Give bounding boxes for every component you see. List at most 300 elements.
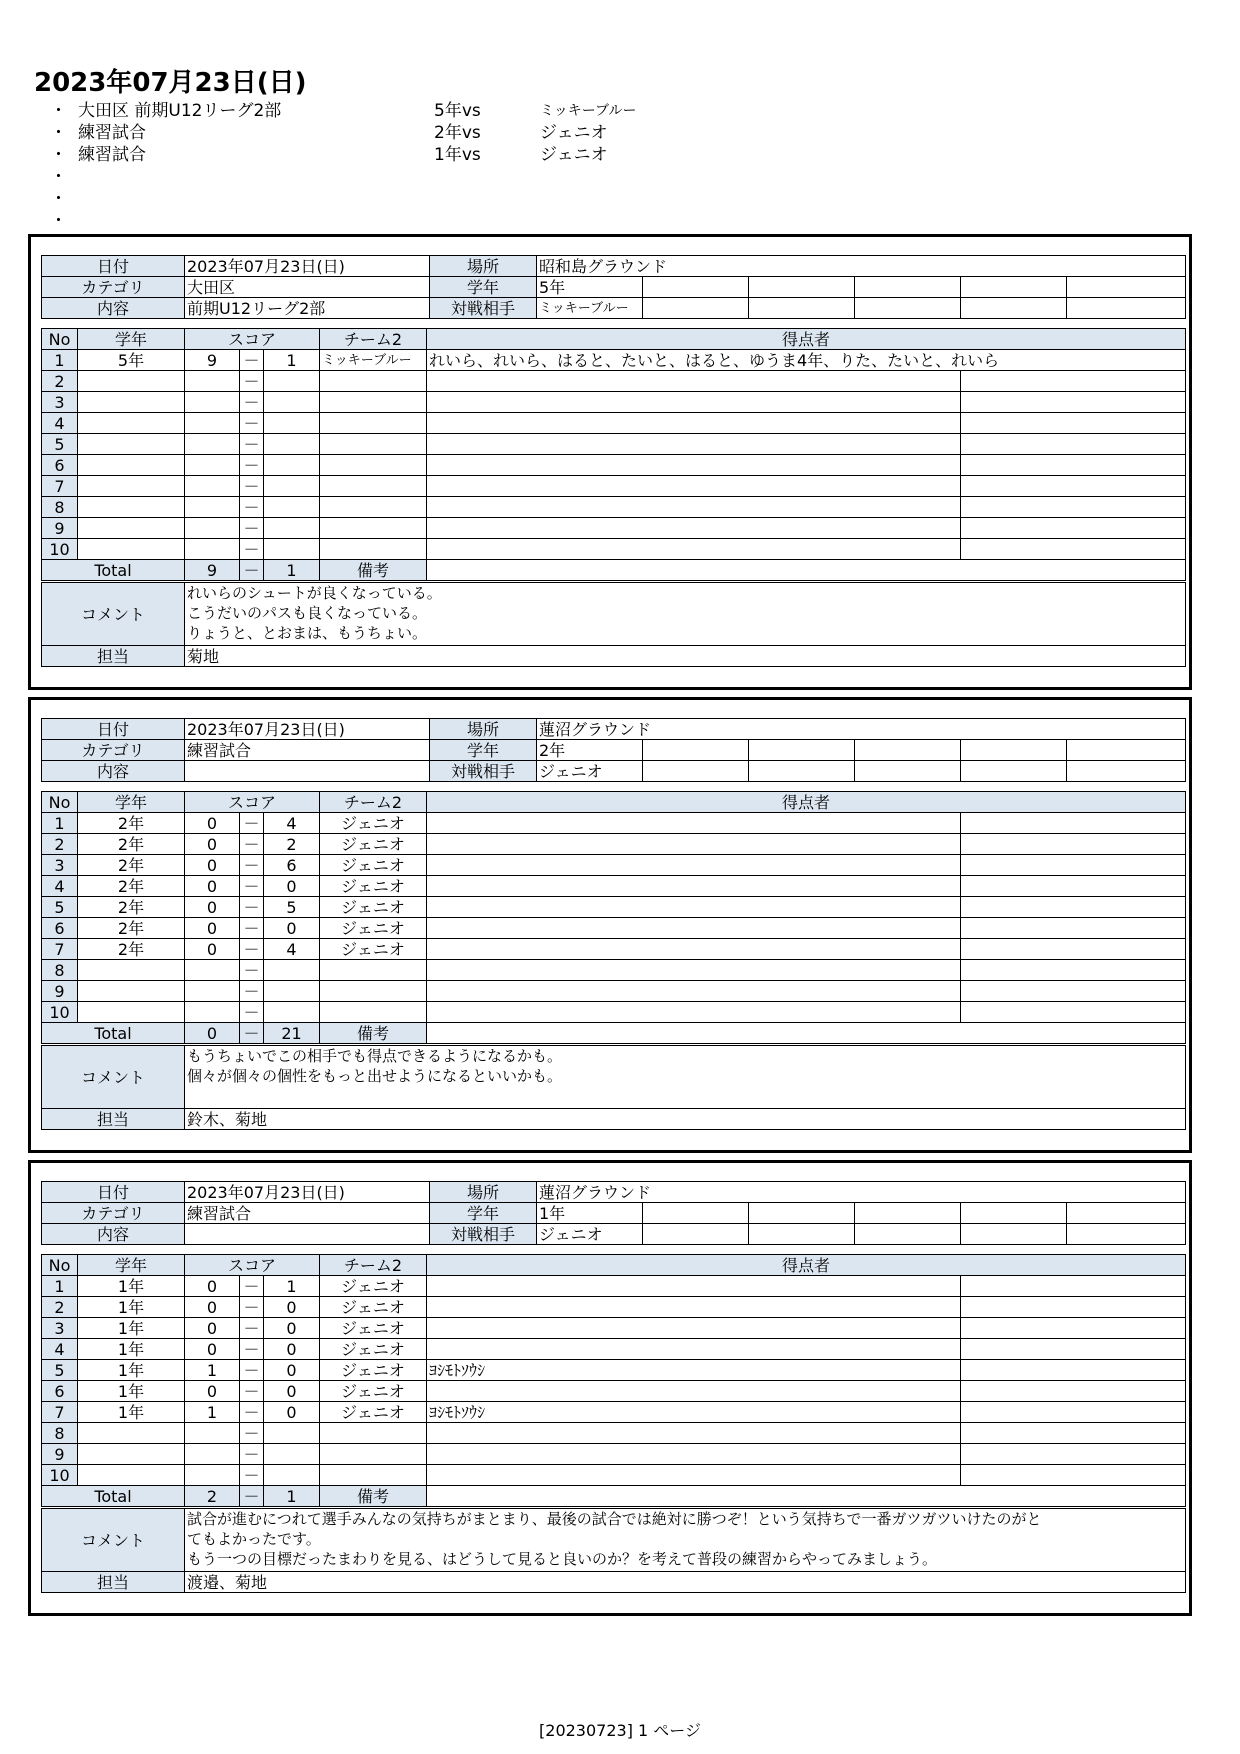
summary-opponent: ミッキーブルー xyxy=(540,103,637,119)
row-number: 10 xyxy=(42,539,78,560)
summary-grade: 1年vs xyxy=(434,145,481,165)
total-label: Total xyxy=(42,1023,185,1044)
staff-value: 菊地 xyxy=(185,646,1186,667)
remarks-label: 備考 xyxy=(320,1486,427,1507)
row-number: 2 xyxy=(42,834,78,855)
row-score-own xyxy=(185,476,240,497)
grade-header: 学年 xyxy=(78,1255,185,1276)
table-row xyxy=(42,455,1186,476)
row-number: 4 xyxy=(42,413,78,434)
summary-list xyxy=(50,100,750,232)
row-score-opp: 6 xyxy=(264,855,320,876)
category-value: 練習試合 xyxy=(185,740,430,761)
row-grade xyxy=(78,1444,185,1465)
row-grade xyxy=(78,1465,185,1486)
score-dash: － xyxy=(240,1381,264,1402)
row-scorers xyxy=(427,897,961,918)
row-scorers xyxy=(427,539,961,560)
row-grade: 2年 xyxy=(78,876,185,897)
row-team2 xyxy=(320,1423,427,1444)
table-row xyxy=(42,518,1186,539)
row-score-opp xyxy=(264,518,320,539)
blank-cell xyxy=(1067,1224,1186,1245)
table-row xyxy=(42,539,1186,560)
scorers-header: 得点者 xyxy=(427,1255,1186,1276)
match-info-table xyxy=(41,718,1186,782)
summary-category: 練習試合 xyxy=(78,123,146,143)
table-row xyxy=(42,981,1186,1002)
score-dash: － xyxy=(240,876,264,897)
score-dash: － xyxy=(240,392,264,413)
grade-label: 学年 xyxy=(430,1203,537,1224)
row-scorers xyxy=(427,855,961,876)
row-scorers xyxy=(427,455,961,476)
row-grade xyxy=(78,476,185,497)
score-dash: － xyxy=(240,1444,264,1465)
category-label: カテゴリ xyxy=(42,1203,185,1224)
score-dash: － xyxy=(240,1486,264,1507)
row-score-opp xyxy=(264,392,320,413)
blank-cell xyxy=(961,1423,1186,1444)
row-grade: 1年 xyxy=(78,1276,185,1297)
row-scorers xyxy=(427,1318,961,1339)
table-row xyxy=(42,434,1186,455)
comment-line: こうだいのパスも良くなっている。 xyxy=(187,604,428,622)
table-row xyxy=(42,497,1186,518)
blank-cell xyxy=(961,939,1186,960)
blank-cell xyxy=(961,298,1067,319)
row-grade xyxy=(78,1423,185,1444)
opponent-value: ジェニオ xyxy=(537,1224,643,1245)
staff-label: 担当 xyxy=(42,646,185,667)
row-team2: ジェニオ xyxy=(320,1339,427,1360)
row-team2 xyxy=(320,371,427,392)
blank-cell xyxy=(643,277,749,298)
blank-cell xyxy=(961,1381,1186,1402)
comment-table xyxy=(41,1045,1186,1130)
row-number: 10 xyxy=(42,1002,78,1023)
row-team2: ミッキーブルー xyxy=(320,350,427,371)
score-dash: － xyxy=(240,1002,264,1023)
match-info-table xyxy=(41,255,1186,319)
blank-cell xyxy=(961,740,1067,761)
row-number: 5 xyxy=(42,897,78,918)
row-score-opp xyxy=(264,455,320,476)
grade-value: 5年 xyxy=(537,277,643,298)
row-score-own: 9 xyxy=(185,350,240,371)
row-grade xyxy=(78,518,185,539)
row-score-own: 1 xyxy=(185,1360,240,1381)
category-label: カテゴリ xyxy=(42,277,185,298)
score-dash: － xyxy=(240,539,264,560)
score-dash: － xyxy=(240,371,264,392)
comment-table xyxy=(41,1508,1186,1593)
scorers-header: 得点者 xyxy=(427,792,1186,813)
comment-label: コメント xyxy=(42,583,185,646)
row-grade xyxy=(78,1002,185,1023)
summary-item xyxy=(50,100,750,122)
place-value: 蓮沼グラウンド xyxy=(537,1182,1186,1203)
row-number: 9 xyxy=(42,981,78,1002)
blank-cell xyxy=(749,1203,855,1224)
blank-cell xyxy=(961,277,1067,298)
blank-cell xyxy=(961,1339,1186,1360)
row-team2 xyxy=(320,1465,427,1486)
score-dash: － xyxy=(240,518,264,539)
score-table xyxy=(41,1254,1186,1507)
blank-cell xyxy=(855,740,961,761)
score-dash: － xyxy=(240,434,264,455)
blank-cell xyxy=(961,1444,1186,1465)
summary-item xyxy=(50,188,750,210)
score-dash: － xyxy=(240,1318,264,1339)
row-team2: ジェニオ xyxy=(320,834,427,855)
row-score-own: 0 xyxy=(185,1381,240,1402)
row-number: 8 xyxy=(42,497,78,518)
blank-cell xyxy=(961,1276,1186,1297)
row-number: 9 xyxy=(42,518,78,539)
row-score-own: 0 xyxy=(185,1297,240,1318)
match-info-table xyxy=(41,1181,1186,1245)
summary-category: 練習試合 xyxy=(78,145,146,165)
comment-label: コメント xyxy=(42,1509,185,1572)
row-number: 7 xyxy=(42,939,78,960)
score-dash: － xyxy=(240,1402,264,1423)
table-row xyxy=(42,1276,1186,1297)
row-score-own xyxy=(185,455,240,476)
table-row xyxy=(42,1339,1186,1360)
score-dash: － xyxy=(240,1465,264,1486)
row-score-own xyxy=(185,413,240,434)
table-row xyxy=(42,1360,1186,1381)
row-team2: ジェニオ xyxy=(320,918,427,939)
comment-text xyxy=(185,1046,1186,1109)
row-score-opp: 0 xyxy=(264,1402,320,1423)
row-score-opp xyxy=(264,539,320,560)
row-team2: ジェニオ xyxy=(320,1297,427,1318)
table-row xyxy=(42,413,1186,434)
row-team2: ジェニオ xyxy=(320,1381,427,1402)
row-scorers xyxy=(427,960,961,981)
row-score-opp xyxy=(264,981,320,1002)
table-row xyxy=(42,1444,1186,1465)
row-team2 xyxy=(320,455,427,476)
row-score-own xyxy=(185,981,240,1002)
row-number: 7 xyxy=(42,1402,78,1423)
row-scorers xyxy=(427,939,961,960)
blank-cell xyxy=(961,855,1186,876)
content-label: 内容 xyxy=(42,1224,185,1245)
blank-cell xyxy=(855,1203,961,1224)
row-team2: ジェニオ xyxy=(320,855,427,876)
row-grade xyxy=(78,539,185,560)
row-number: 6 xyxy=(42,455,78,476)
row-number: 6 xyxy=(42,918,78,939)
row-number: 2 xyxy=(42,371,78,392)
table-row xyxy=(42,1423,1186,1444)
summary-opponent: ジェニオ xyxy=(540,145,608,165)
row-scorers xyxy=(427,981,961,1002)
summary-item xyxy=(50,210,750,232)
row-score-own: 0 xyxy=(185,834,240,855)
score-dash: － xyxy=(240,1360,264,1381)
score-header: スコア xyxy=(185,792,320,813)
row-score-own: 0 xyxy=(185,1339,240,1360)
table-row xyxy=(42,350,1186,371)
blank-cell xyxy=(961,897,1186,918)
table-row xyxy=(42,1465,1186,1486)
category-value: 練習試合 xyxy=(185,1203,430,1224)
row-number: 4 xyxy=(42,1339,78,1360)
total-opp: 21 xyxy=(264,1023,320,1044)
row-grade xyxy=(78,455,185,476)
row-score-own: 0 xyxy=(185,939,240,960)
content-label: 内容 xyxy=(42,298,185,319)
comment-line xyxy=(187,1086,1183,1106)
row-team2 xyxy=(320,497,427,518)
opponent-value: ミッキーブルー xyxy=(537,298,643,319)
row-score-opp xyxy=(264,1423,320,1444)
score-table xyxy=(41,791,1186,1044)
comment-label: コメント xyxy=(42,1046,185,1109)
remarks-value xyxy=(427,1023,1186,1044)
score-dash: － xyxy=(240,455,264,476)
blank-cell xyxy=(643,740,749,761)
score-dash: － xyxy=(240,981,264,1002)
total-label: Total xyxy=(42,1486,185,1507)
category-label: カテゴリ xyxy=(42,740,185,761)
comment-line: れいらのシュートが良くなっている。 xyxy=(187,584,442,602)
row-scorers xyxy=(427,1423,961,1444)
table-row xyxy=(42,813,1186,834)
comment-text xyxy=(185,1509,1186,1572)
blank-cell xyxy=(855,761,961,782)
remarks-label: 備考 xyxy=(320,560,427,581)
row-grade: 1年 xyxy=(78,1402,185,1423)
row-number: 3 xyxy=(42,1318,78,1339)
row-team2 xyxy=(320,981,427,1002)
comment-line: てもよかったです。 xyxy=(187,1530,321,1548)
row-score-opp: 4 xyxy=(264,813,320,834)
team2-header: チーム2 xyxy=(320,792,427,813)
row-score-opp: 0 xyxy=(264,1339,320,1360)
score-dash: － xyxy=(240,813,264,834)
blank-cell xyxy=(961,834,1186,855)
blank-cell xyxy=(1067,740,1186,761)
blank-cell xyxy=(749,740,855,761)
row-score-own xyxy=(185,539,240,560)
grade-label: 学年 xyxy=(430,277,537,298)
blank-cell xyxy=(961,497,1186,518)
date-label: 日付 xyxy=(42,256,185,277)
row-score-opp: 0 xyxy=(264,1297,320,1318)
blank-cell xyxy=(1067,277,1186,298)
row-scorers xyxy=(427,1002,961,1023)
staff-value: 渡邉、菊地 xyxy=(185,1572,1186,1593)
blank-cell xyxy=(643,298,749,319)
row-grade: 5年 xyxy=(78,350,185,371)
row-score-opp: 0 xyxy=(264,1360,320,1381)
table-row xyxy=(42,960,1186,981)
summary-item xyxy=(50,144,750,166)
team2-header: チーム2 xyxy=(320,329,427,350)
date-value: 2023年07月23日(日) xyxy=(185,719,430,740)
row-score-own xyxy=(185,1444,240,1465)
total-own: 9 xyxy=(185,560,240,581)
blank-cell xyxy=(1067,761,1186,782)
row-grade xyxy=(78,392,185,413)
place-label: 場所 xyxy=(430,1182,537,1203)
match-report-section xyxy=(28,234,1192,690)
row-score-opp xyxy=(264,1002,320,1023)
row-scorers xyxy=(427,1297,961,1318)
comment-line: 個々が個々の個性をもっと出せようになるといいかも。 xyxy=(187,1067,563,1085)
row-team2: ジェニオ xyxy=(320,939,427,960)
row-scorers xyxy=(427,876,961,897)
blank-cell xyxy=(749,277,855,298)
total-own: 0 xyxy=(185,1023,240,1044)
table-row xyxy=(42,371,1186,392)
score-dash: － xyxy=(240,413,264,434)
row-score-opp xyxy=(264,1465,320,1486)
remarks-label: 備考 xyxy=(320,1023,427,1044)
row-scorers xyxy=(427,834,961,855)
date-label: 日付 xyxy=(42,1182,185,1203)
comment-line: りょうと、とおまは、もうちょい。 xyxy=(187,624,428,642)
comment-text xyxy=(185,583,1186,646)
row-score-own xyxy=(185,392,240,413)
blank-cell xyxy=(961,413,1186,434)
content-value: 前期U12リーグ2部 xyxy=(185,298,430,319)
score-dash: － xyxy=(240,560,264,581)
row-score-own: 0 xyxy=(185,897,240,918)
blank-cell xyxy=(749,761,855,782)
row-score-own xyxy=(185,434,240,455)
score-table xyxy=(41,328,1186,581)
row-scorers: ﾖｼﾓﾄｿｳｼ xyxy=(427,1360,961,1381)
summary-opponent: ジェニオ xyxy=(540,123,608,143)
row-score-own xyxy=(185,371,240,392)
row-score-opp: 0 xyxy=(264,1318,320,1339)
score-dash: － xyxy=(240,960,264,981)
table-row xyxy=(42,392,1186,413)
row-team2: ジェニオ xyxy=(320,897,427,918)
scorers-header: 得点者 xyxy=(427,329,1186,350)
blank-cell xyxy=(961,455,1186,476)
row-team2: ジェニオ xyxy=(320,1360,427,1381)
score-dash: － xyxy=(240,1297,264,1318)
row-score-opp xyxy=(264,476,320,497)
row-number: 1 xyxy=(42,350,78,371)
score-dash: － xyxy=(240,1423,264,1444)
comment-line: もうちょいでこの相手でも得点できるようになるかも。 xyxy=(187,1047,563,1065)
row-scorers xyxy=(427,371,961,392)
row-score-own xyxy=(185,497,240,518)
row-score-opp: 5 xyxy=(264,897,320,918)
row-scorers xyxy=(427,434,961,455)
row-score-opp: 4 xyxy=(264,939,320,960)
bullet: ・ xyxy=(50,211,67,231)
row-number: 6 xyxy=(42,1381,78,1402)
score-dash: － xyxy=(240,855,264,876)
table-row xyxy=(42,855,1186,876)
no-header: No xyxy=(42,792,78,813)
row-score-opp xyxy=(264,960,320,981)
row-grade: 1年 xyxy=(78,1318,185,1339)
blank-cell xyxy=(961,434,1186,455)
score-dash: － xyxy=(240,897,264,918)
table-row xyxy=(42,897,1186,918)
score-dash: － xyxy=(240,918,264,939)
summary-category: 大田区 前期U12リーグ2部 xyxy=(78,101,282,121)
blank-cell xyxy=(961,1318,1186,1339)
row-grade xyxy=(78,434,185,455)
row-score-opp xyxy=(264,1444,320,1465)
comment-table xyxy=(41,582,1186,667)
page-title: 2023年07月23日(日) xyxy=(34,68,307,98)
row-number: 1 xyxy=(42,1276,78,1297)
grade-value: 1年 xyxy=(537,1203,643,1224)
blank-cell xyxy=(961,1360,1186,1381)
row-score-opp: 0 xyxy=(264,876,320,897)
page-footer: [20230723] 1 ページ xyxy=(539,1721,701,1740)
blank-cell xyxy=(961,761,1067,782)
summary-grade: 5年vs xyxy=(434,101,481,121)
no-header: No xyxy=(42,1255,78,1276)
row-team2 xyxy=(320,434,427,455)
row-grade xyxy=(78,960,185,981)
match-report-section xyxy=(28,697,1192,1153)
row-team2: ジェニオ xyxy=(320,876,427,897)
table-row xyxy=(42,834,1186,855)
bullet: ・ xyxy=(50,167,67,187)
blank-cell xyxy=(961,960,1186,981)
table-row xyxy=(42,876,1186,897)
row-team2 xyxy=(320,960,427,981)
row-score-opp: 0 xyxy=(264,918,320,939)
staff-label: 担当 xyxy=(42,1572,185,1593)
row-scorers xyxy=(427,1339,961,1360)
blank-cell xyxy=(1067,1203,1186,1224)
row-score-own: 0 xyxy=(185,813,240,834)
date-label: 日付 xyxy=(42,719,185,740)
row-score-own: 0 xyxy=(185,918,240,939)
score-dash: － xyxy=(240,1023,264,1044)
date-value: 2023年07月23日(日) xyxy=(185,256,430,277)
total-own: 2 xyxy=(185,1486,240,1507)
row-grade: 2年 xyxy=(78,939,185,960)
row-team2 xyxy=(320,518,427,539)
row-scorers xyxy=(427,1444,961,1465)
place-value: 蓮沼グラウンド xyxy=(537,719,1186,740)
row-grade xyxy=(78,497,185,518)
row-team2 xyxy=(320,476,427,497)
grade-header: 学年 xyxy=(78,792,185,813)
score-header: スコア xyxy=(185,329,320,350)
row-team2: ジェニオ xyxy=(320,1318,427,1339)
blank-cell xyxy=(961,518,1186,539)
summary-grade: 2年vs xyxy=(434,123,481,143)
comment-line: 試合が進むにつれて選手みんなの気持ちがまとまり、最後の試合では絶対に勝つぞ！という気持ちで一番ガツガツいけたのがと xyxy=(187,1510,1042,1528)
staff-label: 担当 xyxy=(42,1109,185,1130)
date-value: 2023年07月23日(日) xyxy=(185,1182,430,1203)
row-score-own: 0 xyxy=(185,1276,240,1297)
row-team2 xyxy=(320,1002,427,1023)
comment-line: もう一つの目標だったまわりを見る、はどうして見ると良いのか？を考えて普段の練習からやってみましょう。 xyxy=(187,1550,938,1568)
row-scorers xyxy=(427,497,961,518)
grade-value: 2年 xyxy=(537,740,643,761)
place-label: 場所 xyxy=(430,256,537,277)
